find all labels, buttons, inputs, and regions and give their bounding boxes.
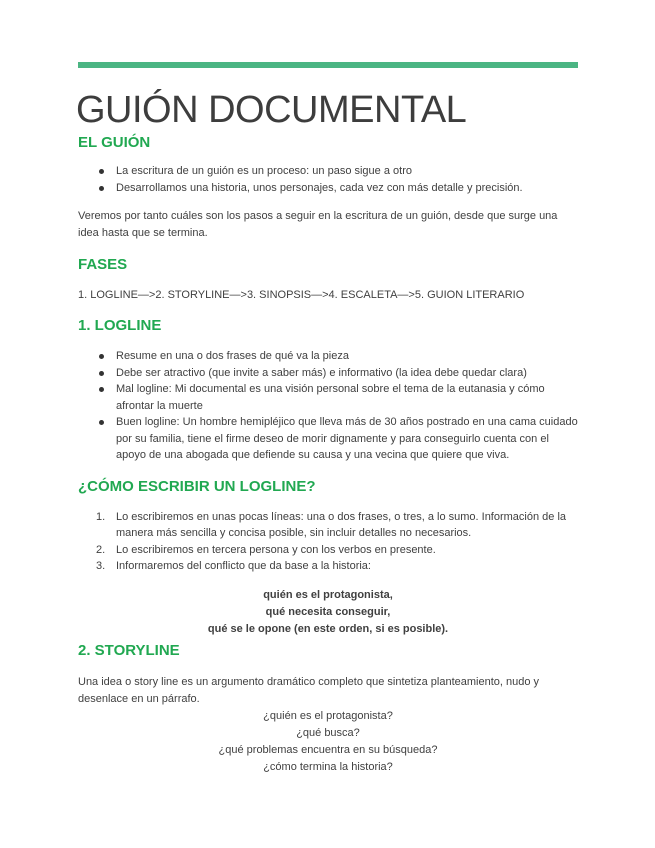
list-item: Resume en una o dos frases de qué va la pieza bbox=[78, 348, 578, 365]
centered-line: quién es el protagonista, bbox=[263, 588, 393, 601]
document-page bbox=[78, 62, 578, 776]
heading-como-escribir: ¿CÓMO ESCRIBIR UN LOGLINE? bbox=[78, 477, 316, 495]
centered-line: qué se le opone (en este orden, si es posible). bbox=[207, 622, 449, 635]
heading-logline: 1. LOGLINE bbox=[78, 317, 162, 334]
list-number: 3. bbox=[96, 560, 106, 572]
top-accent-rule bbox=[78, 62, 578, 68]
conflict-centered-block bbox=[78, 587, 578, 638]
list-item: Mal logline: Mi documental es una visión personal sobre el tema de la eutanasia y cómo afrontar la muerte bbox=[78, 381, 578, 414]
guion-bullet-list bbox=[78, 163, 578, 196]
list-item: La escritura de un guión es un proceso: un paso sigue a otro bbox=[78, 163, 578, 180]
list-item: Debe ser atractivo (que invite a saber más) e informativo (la idea debe quedar clara) bbox=[78, 365, 578, 382]
list-item bbox=[78, 509, 578, 542]
guion-paragraph: Veremos por tanto cuáles son los pasos a seguir en la escritura de un guión, desde que surge una idea hasta que se termina. bbox=[78, 210, 558, 239]
list-item-text: Informaremos del conflicto que da base a la historia: bbox=[116, 560, 371, 572]
list-item-text: Lo escribiremos en unas pocas líneas: una o dos frases, o tres, a lo sumo. Información de la manera más sencilla y concisa posible, sin incluir detalles no necesarios. bbox=[116, 510, 567, 539]
document-title: GUIÓN DOCUMENTAL bbox=[76, 89, 467, 131]
list-number: 2. bbox=[96, 543, 106, 556]
heading-el-guion: EL GUIÓN bbox=[78, 134, 151, 151]
list-item bbox=[78, 558, 578, 575]
storyline-paragraph: Una idea o story line es un argumento dramático completo que sintetiza planteamiento, nudo y desenlace en un párrafo. bbox=[78, 675, 540, 705]
centered-line: ¿quién es el protagonista? bbox=[263, 709, 393, 722]
heading-storyline: 2. STORYLINE bbox=[78, 641, 180, 659]
fases-line: 1. LOGLINE—>2. STORYLINE—>3. SINOPSIS—>4. ESCALETA—>5. GUION LITERARIO bbox=[78, 289, 525, 301]
centered-line: ¿qué busca? bbox=[296, 726, 360, 739]
como-numbered-list bbox=[78, 509, 578, 575]
logline-bullet-list bbox=[78, 348, 578, 464]
list-item: Buen logline: Un hombre hemipléjico que lleva más de 30 años postrado en una cama cuidado por su familia, tiene el firme deseo de morir dignamente y para conseguirlo cuenta con el apoyo de una abogada que defiende su causa y una vecina que quiere que viva. bbox=[78, 414, 578, 464]
list-item bbox=[78, 542, 578, 559]
centered-line: ¿cómo termina la historia? bbox=[263, 760, 393, 773]
heading-fases: FASES bbox=[78, 256, 128, 273]
centered-line: qué necesita conseguir, bbox=[265, 605, 391, 618]
list-number: 1. bbox=[96, 510, 106, 523]
list-item-text: Lo escribiremos en tercera persona y con los verbos en presente. bbox=[116, 543, 436, 556]
storyline-questions bbox=[78, 708, 578, 776]
list-item: Desarrollamos una historia, unos personajes, cada vez con más detalle y precisión. bbox=[78, 180, 578, 197]
centered-line: ¿qué problemas encuentra en su búsqueda? bbox=[218, 743, 438, 756]
